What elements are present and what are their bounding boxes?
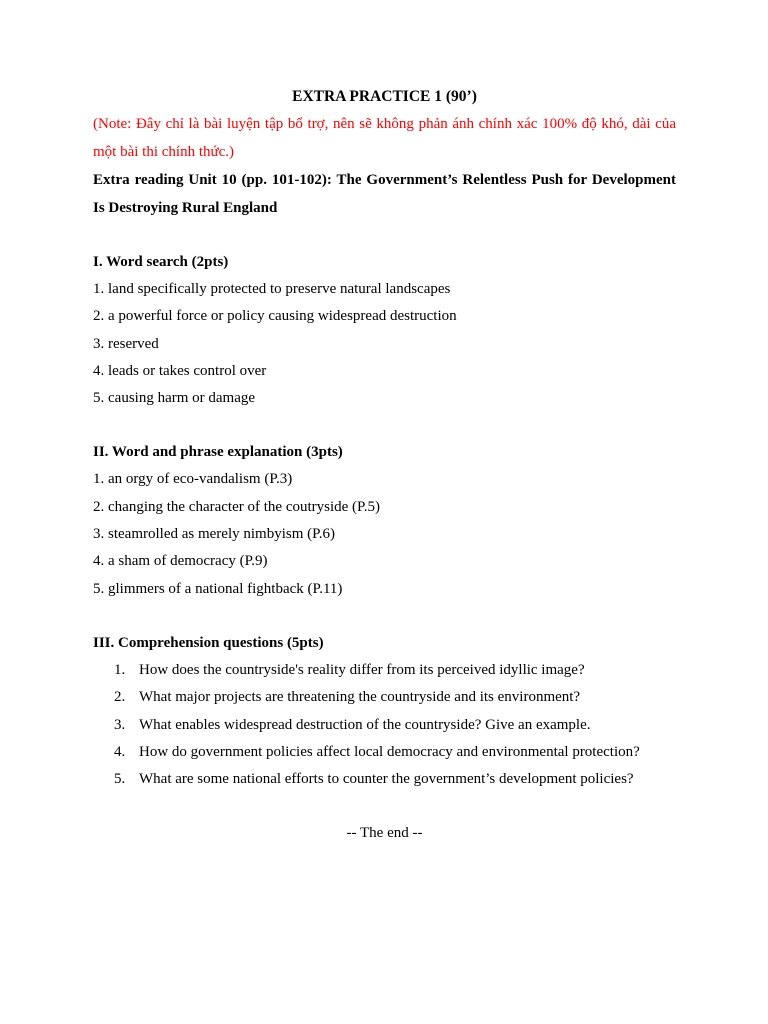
- end-marker: -- The end --: [346, 825, 423, 842]
- section-word-explanation: [93, 439, 676, 602]
- list-item: 1. land specifically protected to preserve natural landscapes: [93, 281, 451, 297]
- question-number: 5.: [114, 771, 126, 788]
- question-item: [93, 739, 676, 766]
- spacer: [93, 222, 676, 249]
- section-heading: I. Word search (2pts): [93, 254, 229, 270]
- spacer: [93, 412, 676, 439]
- document-title: EXTRA PRACTICE 1 (90’): [292, 88, 477, 105]
- list-item: 3. reserved: [93, 335, 159, 352]
- document-page: [93, 83, 676, 847]
- question-text: What major projects are threatening the countryside and its environment?: [139, 689, 581, 706]
- list-item: 5. causing harm or damage: [93, 390, 256, 407]
- question-item: [93, 684, 676, 711]
- list-item: 3. steamrolled as merely nimbyism (P.6): [93, 526, 336, 543]
- section-comprehension: [93, 630, 676, 793]
- list-item: 4. leads or takes control over: [93, 362, 267, 379]
- list-item: 2. a powerful force or policy causing widespread destruction: [93, 308, 457, 325]
- section-heading: III. Comprehension questions (5pts): [93, 634, 324, 651]
- question-number: 3.: [114, 716, 126, 733]
- question-number: 2.: [114, 689, 126, 706]
- list-item: 1. an orgy of eco-vandalism (P.3): [93, 471, 293, 488]
- section-heading: II. Word and phrase explanation (3pts): [93, 444, 343, 461]
- list-item: 2. changing the character of the coutryside (P.5): [93, 498, 380, 515]
- question-item: [93, 712, 676, 739]
- spacer: [93, 603, 676, 630]
- spacer: [93, 793, 676, 820]
- section-word-search: [93, 249, 676, 412]
- question-item: [93, 766, 676, 793]
- question-number: 4.: [114, 743, 126, 760]
- question-number: 1.: [114, 661, 126, 678]
- note-text: (Note: Đây chỉ là bài luyện tập bổ trợ, nên sẽ không phản ánh chính xác 100% độ khó, dài của một bài thi chính thức.): [93, 116, 676, 160]
- question-text: What enables widespread destruction of the countryside? Give an example.: [139, 716, 591, 733]
- question-list: [93, 657, 676, 793]
- list-item: 5. glimmers of a national fightback (P.11): [93, 580, 343, 597]
- list-item: 4. a sham of democracy (P.9): [93, 553, 268, 570]
- question-text: What are some national efforts to counter the government’s development policies?: [139, 771, 634, 788]
- question-text: How does the countryside's reality differ from its perceived idyllic image?: [139, 661, 585, 678]
- question-text: How do government policies affect local democracy and environmental protection?: [139, 743, 640, 760]
- question-item: [93, 657, 676, 684]
- reading-title: Extra reading Unit 10 (pp. 101-102): The Government’s Relentless Push for Development Is Destroying Rural England: [93, 172, 676, 216]
